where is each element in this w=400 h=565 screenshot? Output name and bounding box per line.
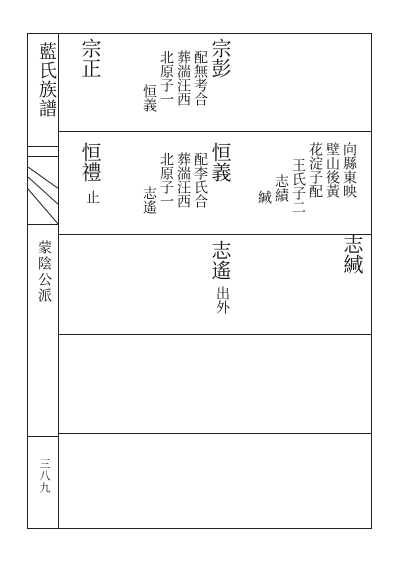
fish-tail-ornament-icon: [28, 167, 59, 227]
person-name: 宗彭: [208, 38, 232, 78]
person-note: 向縣東映: [341, 142, 357, 198]
person-suffix: 出外: [214, 286, 230, 314]
person-note: 壁山後黃: [324, 142, 340, 198]
page-number: 三八九: [38, 458, 51, 494]
person-note: 志績: [273, 174, 289, 202]
generation-divider: [59, 234, 371, 235]
person-note: 配李氏合: [192, 152, 208, 208]
spine-column: [28, 34, 59, 528]
person-note: 花淀子配: [307, 142, 323, 198]
person-note: 葬湍汪西: [175, 152, 191, 208]
genealogy-page-frame: [27, 33, 372, 529]
generation-divider: [59, 334, 371, 335]
person-note: 王氏子二: [290, 158, 306, 214]
branch-name: 蒙陰公派: [36, 240, 52, 304]
book-title: 藍氏族譜: [36, 42, 57, 118]
generation-divider: [59, 433, 371, 434]
person-note: 北原子一: [158, 152, 174, 208]
spine-divider: [28, 224, 59, 225]
person-name: 恒義: [208, 142, 232, 182]
person-note: 恒義: [141, 84, 157, 112]
person-note: 北原子一: [158, 50, 174, 106]
person-name: 志遙: [208, 240, 232, 280]
person-suffix: 止: [84, 190, 100, 204]
generation-divider: [59, 131, 371, 132]
person-note: 配無考合: [192, 50, 208, 106]
person-note: 葬湍汪西: [175, 50, 191, 106]
person-name: 宗正: [78, 38, 102, 78]
spine-divider: [28, 436, 59, 437]
person-note: 緘: [256, 190, 272, 204]
person-name: 恒禮: [78, 142, 102, 182]
person-note: 志遙: [141, 186, 157, 214]
spine-divider: [28, 156, 59, 157]
person-name: 志緘: [340, 234, 364, 274]
spine-divider: [28, 146, 59, 147]
